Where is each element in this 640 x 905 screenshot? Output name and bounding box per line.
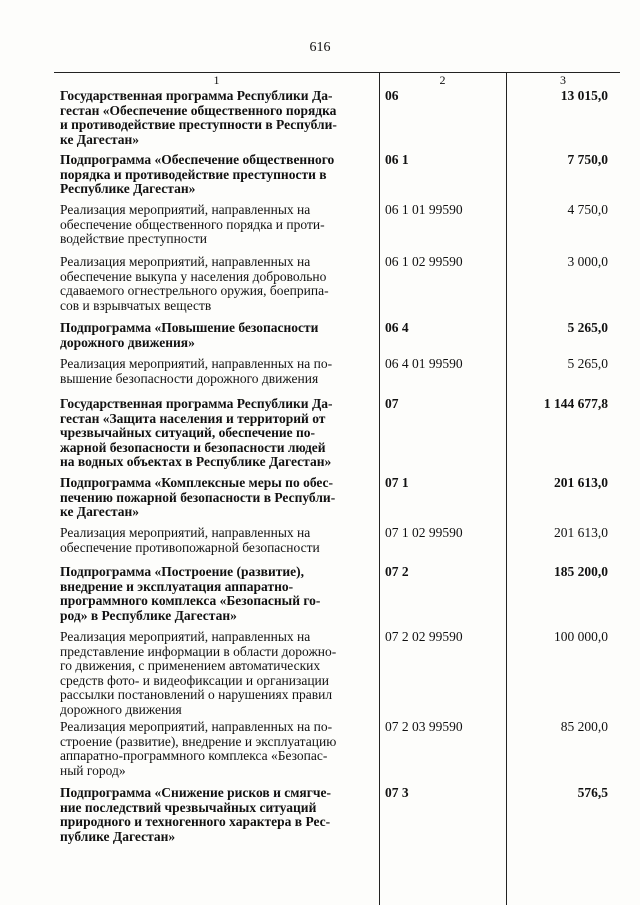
row-code: 06 1 01 99590 — [385, 202, 463, 217]
row-name: Подпрограмма «Снижение рисков и смягче- ние последствий чрезвычайных ситуаций природного и техногенного характера в Рес- публике Дагестан» — [60, 785, 331, 844]
row-name: Реализация мероприятий, направленных на по- вышение безопасности дорожного движения — [60, 356, 333, 386]
row-name: Подпрограмма «Комплексные меры по обес- печению пожарной безопасности в Республи- ке Дагестан» — [60, 475, 336, 519]
row-code: 06 4 — [385, 320, 409, 335]
row-name: Подпрограмма «Повышение безопасности дорожного движения» — [60, 320, 319, 350]
header-col-3: 3 — [560, 73, 566, 87]
row-name: Государственная программа Республики Да- гестан «Обеспечение общественного порядка и противодействие преступности в Республи- ке Дагестан» — [60, 88, 337, 147]
row-code: 07 1 — [385, 475, 409, 490]
row-amount: 4 750,0 — [567, 202, 608, 217]
row-amount: 5 265,0 — [567, 320, 608, 335]
row-amount: 201 613,0 — [554, 475, 608, 490]
row-name: Государственная программа Республики Да- гестан «Защита населения и территорий от чрезвычайных ситуаций, обеспечение по- жарной безопасности и безопасности людей на водных объектах в Республике Дагестан» — [60, 396, 333, 469]
row-amount: 5 265,0 — [567, 356, 608, 371]
row-amount: 3 000,0 — [567, 254, 608, 269]
row-code: 07 1 02 99590 — [385, 525, 463, 540]
header-col-2: 2 — [439, 73, 446, 87]
row-amount: 1 144 677,8 — [543, 396, 608, 411]
row-amount: 185 200,0 — [554, 564, 608, 579]
row-code: 06 4 01 99590 — [385, 356, 463, 371]
row-name: Реализация мероприятий, направленных на по- строение (развитие), внедрение и эксплуатацию аппаратно-программного комплекса «Безопас- ный город» — [60, 719, 337, 778]
row-name: Подпрограмма «Обеспечение общественного порядка и противодействие преступности в Республике Дагестан» — [60, 152, 335, 196]
row-code: 07 3 — [385, 785, 409, 800]
row-code: 07 2 — [385, 564, 409, 579]
page-number: 616 — [309, 40, 331, 55]
row-name: Реализация мероприятий, направленных на обеспечение выкупа у населения добровольно сдаваемого огнестрельного оружия, боеприпа- сов и взрывчатых веществ — [60, 254, 329, 313]
column-divider-1 — [379, 72, 380, 905]
row-name: Реализация мероприятий, направленных на обеспечение общественного порядка и проти- водействие преступности — [60, 202, 325, 246]
row-code: 07 — [385, 396, 399, 411]
row-code: 07 2 03 99590 — [385, 719, 463, 734]
row-amount: 576,5 — [577, 785, 608, 800]
row-code: 06 1 — [385, 152, 409, 167]
row-amount: 201 613,0 — [554, 525, 608, 540]
row-code: 06 — [385, 88, 399, 103]
budget-table — [54, 72, 620, 905]
row-code: 07 2 02 99590 — [385, 629, 463, 644]
header-col-1: 1 — [213, 73, 220, 87]
row-name: Реализация мероприятий, направленных на обеспечение противопожарной безопасности — [60, 525, 320, 555]
table-header — [54, 73, 620, 87]
row-amount: 85 200,0 — [560, 719, 608, 734]
row-name: Реализация мероприятий, направленных на представление информации в области дорожно- го движения, с применением автоматических средств фото- и видеофиксации и организации рассылки постановлений о нарушениях правил дорожного движения — [60, 629, 337, 717]
row-amount: 100 000,0 — [554, 629, 608, 644]
row-code: 06 1 02 99590 — [385, 254, 463, 269]
row-amount: 7 750,0 — [567, 152, 608, 167]
row-amount: 13 015,0 — [560, 88, 608, 103]
row-name: Подпрограмма «Построение (развитие), внедрение и эксплуатация аппаратно- программного комплекса «Безопасный го- род» в Республике Дагестан» — [60, 564, 321, 623]
